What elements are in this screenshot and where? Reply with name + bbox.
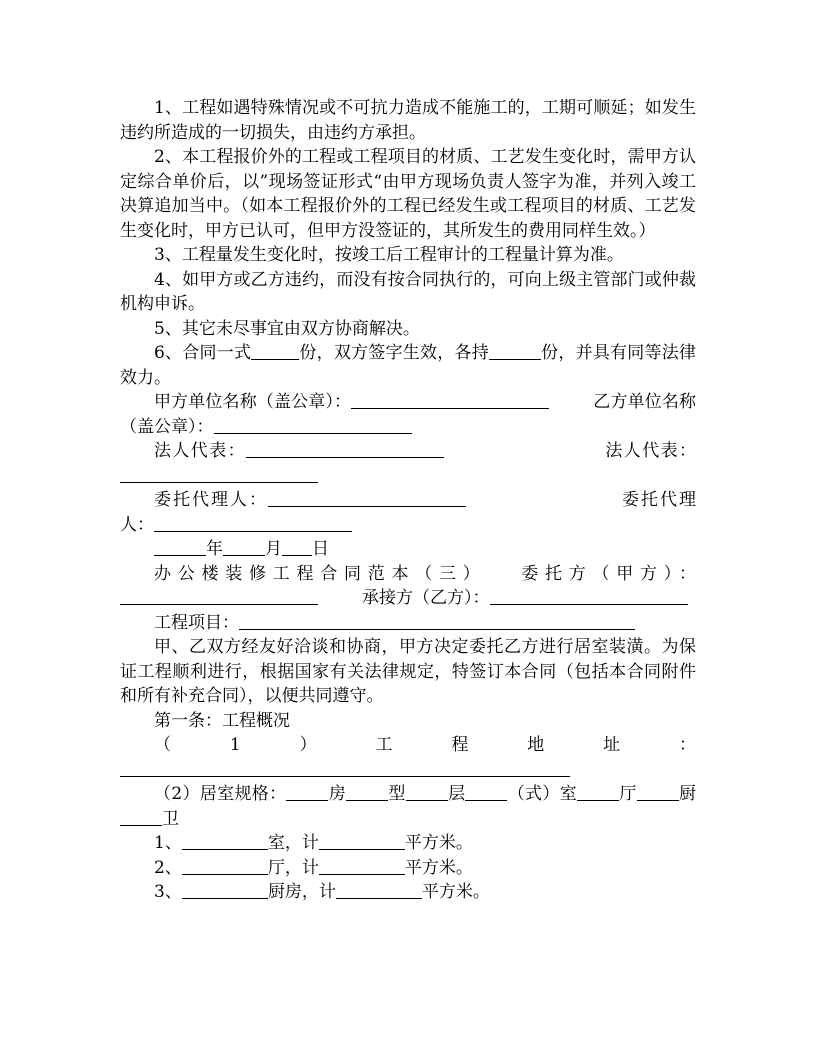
copies-each-blank — [489, 342, 541, 360]
copies-total-blank — [251, 342, 299, 360]
project-blank — [239, 612, 635, 630]
party-a-legal-rep-blank — [246, 440, 444, 458]
date-line: 年 月 日 — [120, 537, 696, 562]
clause-5: 5、其它未尽事宜由双方协商解决。 — [154, 318, 420, 339]
party-b-agent-blank — [154, 514, 352, 532]
area-item-1: 1、 室，计 平方米。 — [154, 833, 473, 853]
intro-paragraph: 甲、乙双方经友好洽谈和协商，甲方决定委托乙方进行居室装潢。为保证工程顺利进行，根据国家有关法律规定，特签订本合同（包括本合同附件和所有补充合同），以便共同遵守。 — [120, 637, 696, 706]
contract-parties-row: 办公楼装修工程合同范本（三） 委托方（甲方）：承接方（乙方）： — [120, 562, 696, 611]
day-blank — [282, 538, 312, 556]
clause-3: 3、工程量发生变化时，按竣工后工程审计的工程量计算为准。 — [154, 245, 624, 265]
article-1-heading: 第一条：工程概况 — [154, 710, 290, 731]
project-line: 工程项目： — [120, 611, 696, 636]
area-item-2: 2、 厅，计 平方米。 — [154, 857, 473, 878]
clause-2: 2、本工程报价外的工程或工程项目的材质、工艺发生变化时，需甲方认定综合单价后，以”现场签证形式“由甲方现场负责人签字为准，并列入竣工决算追加当中。（如本工程报价外的工程已经发生或工程项目的材质、工艺发生变化时，甲方已认可，但甲方没签证的，其所发生的费用同样生效。） — [120, 147, 696, 241]
year-blank — [154, 538, 206, 556]
party-a-company-blank — [351, 391, 549, 409]
party-b-legal-rep-blank — [120, 465, 318, 483]
contractor-blank — [490, 587, 688, 605]
address-line: （1）工程地址： — [120, 733, 696, 782]
signature-legal-row: 法人代表： 法人代表： — [120, 439, 696, 488]
address-blank — [120, 759, 570, 777]
clause-1: 1、工程如遇特殊情况或不可抗力造成不能施工的，工期可顺延；如发生违约所造成的一切损失，由违约方承担。 — [120, 98, 696, 143]
signature-company-row: 甲方单位名称（盖公章）： 乙方单位名称（盖公章）： — [120, 392, 697, 437]
party-a-agent-blank — [268, 489, 466, 507]
client-blank — [120, 587, 318, 605]
party-b-company-blank — [214, 416, 412, 434]
document-body — [120, 96, 696, 905]
signature-agent-row: 委托代理人： 委托代理人： — [120, 490, 696, 535]
clause-6: 6、合同一式 份，双方签字生效，各持 份，并具有同等法律效力。 — [120, 343, 696, 388]
month-blank — [223, 538, 265, 556]
area-item-3: 3、 厨房，计 平方米。 — [154, 882, 490, 902]
spec-line: （2）居室规格： 房 型 层 （式）室 厅 厨卫 — [120, 782, 696, 831]
clause-4: 4、如甲方或乙方违约，而没有按合同执行的，可向上级主管部门或仲裁机构申诉。 — [120, 269, 696, 314]
contract-title: 办公楼装修工程合同范本（三） — [154, 563, 487, 584]
